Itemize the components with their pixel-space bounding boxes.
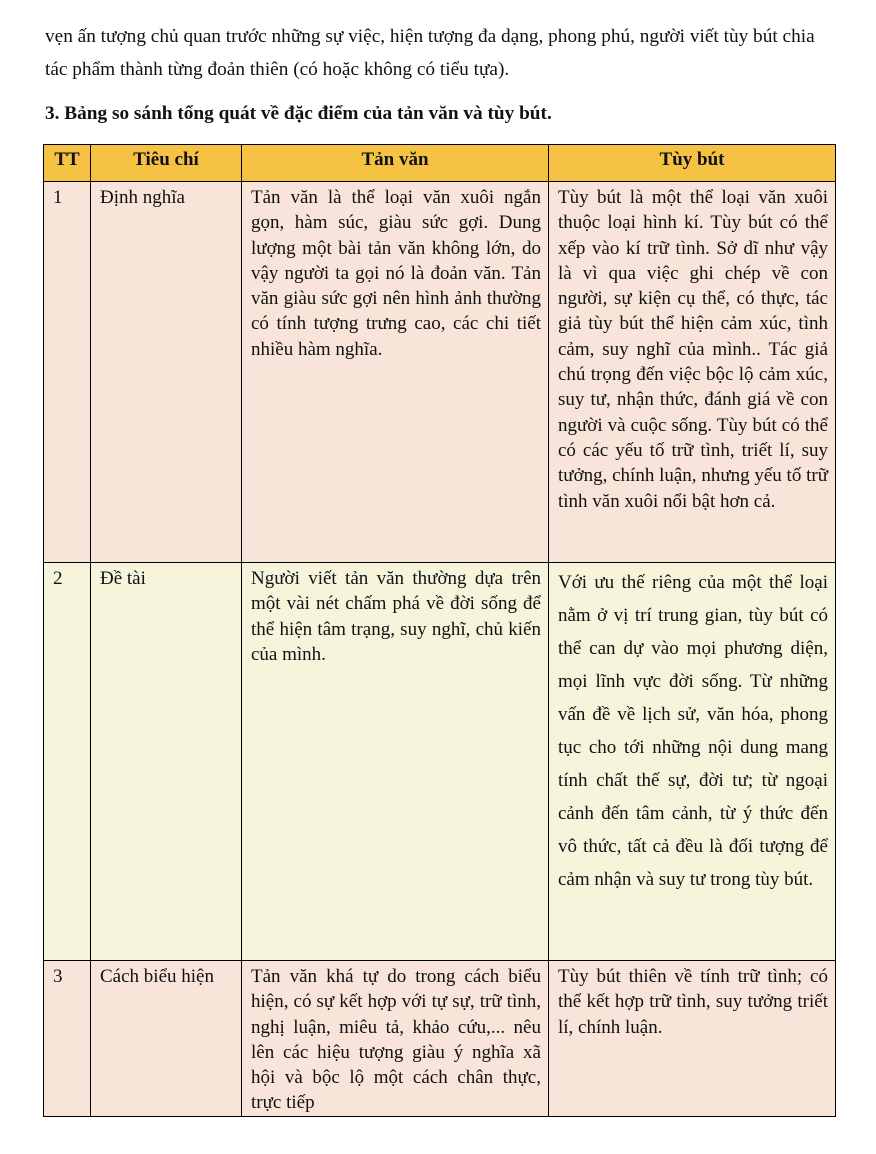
row-criterion: Đề tài	[91, 563, 242, 961]
table-row	[44, 182, 836, 563]
row-tuy-but: Tùy bút là một thể loại văn xuôi thuộc loại hình kí. Tùy bút có thể xếp vào kí trữ tình. Sở dĩ như vậy là vì qua việc ghi chép về con người, sự kiện cụ thể, có thực, tác giả tùy bút thể hiện cảm xúc, tình cảm, suy nghĩ của mình.. Tác giả chú trọng đến việc bộc lộ cảm xúc, suy tư, nhận thức, đánh giá về con người và cuộc sống. Tùy bút có thể có các yếu tố trữ tình, triết lí, suy tưởng, chính luận, nhưng yếu tố trữ tình văn xuôi nổi bật hơn cả.	[549, 182, 836, 563]
row-tan-van: Người viết tản văn thường dựa trên một vài nét chấm phá về đời sống để thể hiện tâm trạng, suy nghĩ, chủ kiến của mình.	[242, 563, 549, 961]
header-tt: TT	[44, 145, 91, 182]
header-tuy-but: Tùy bút	[549, 145, 836, 182]
row-tuy-but: Với ưu thế riêng của một thể loại nằm ở vị trí trung gian, tùy bút có thể can dự vào mọi phương diện, mọi lĩnh vực đời sống. Từ những vấn đề về lịch sử, văn hóa, phong tục cho tới những nội dung mang tính chất thế sự, đời tư; từ ngoại cảnh đến tâm cảnh, từ ý thức đến vô thức, tất cả đều là đối tượng để cảm nhận và suy tư trong tùy bút.	[549, 563, 836, 961]
row-criterion: Cách biểu hiện	[91, 961, 242, 1117]
row-number: 2	[44, 563, 91, 961]
header-criterion: Tiêu chí	[91, 145, 242, 182]
table-row	[44, 961, 836, 1117]
row-tan-van: Tản văn là thể loại văn xuôi ngắn gọn, hàm súc, giàu sức gợi. Dung lượng một bài tản văn không lớn, do vậy người ta gọi nó là đoản văn. Tản văn giàu sức gợi nên hình ảnh thường có tính tượng trưng cao, các chi tiết nhiều hàm nghĩa.	[242, 182, 549, 563]
header-tan-van: Tản văn	[242, 145, 549, 182]
intro-paragraph: vẹn ấn tượng chủ quan trước những sự việc, hiện tượng đa dạng, phong phú, người viết tùy bút chia tác phẩm thành từng đoản thiên (có hoặc không có tiểu tựa).	[45, 26, 815, 80]
comparison-table	[43, 144, 836, 1117]
row-tuy-but: Tùy bút thiên về tính trữ tình; có thể kết hợp trữ tình, suy tưởng triết lí, chính luận.	[549, 961, 836, 1117]
row-number: 1	[44, 182, 91, 563]
row-tan-van: Tản văn khá tự do trong cách biểu hiện, có sự kết hợp với tự sự, trữ tình, nghị luận, miêu tả, khảo cứu,... nêu lên các hiệu tượng giàu ý nghĩa xã hội và bộc lộ một cách chân thực, trực tiếp	[242, 961, 549, 1117]
table-row	[44, 563, 836, 961]
section-heading: 3. Bảng so sánh tổng quát về đặc điểm của tản văn và tùy bút.	[45, 103, 552, 124]
table-header-row	[44, 145, 836, 182]
row-number: 3	[44, 961, 91, 1117]
row-criterion: Định nghĩa	[91, 182, 242, 563]
